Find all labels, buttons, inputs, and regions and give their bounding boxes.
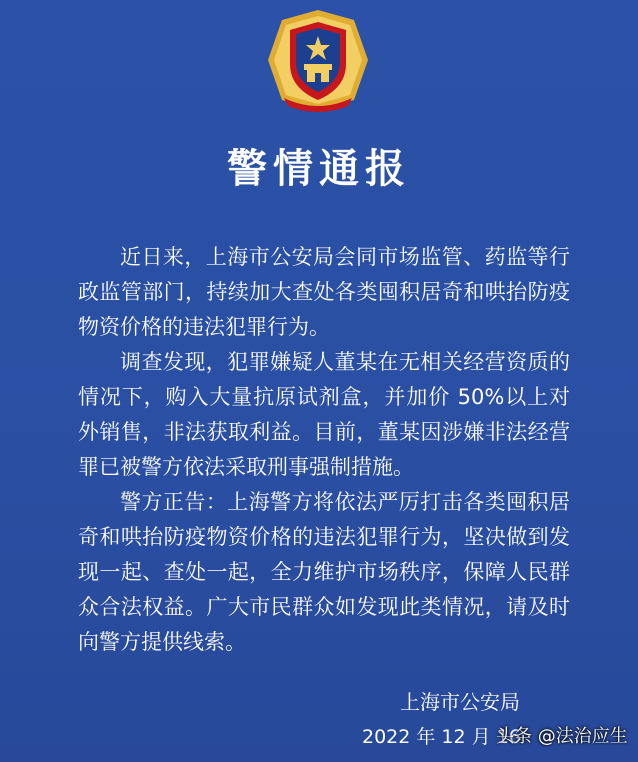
notice-title: 警情通报 xyxy=(227,146,411,192)
police-emblem-icon xyxy=(262,6,374,114)
paragraph-2: 调查发现，犯罪嫌疑人董某在无相关经营资质的情况下，购入大量抗原试剂盒，并加价 50%以上对外销售，非法获取利益。目前，董某因涉嫌非法经营罪已被警方依法采取刑事强制措施。 xyxy=(78,350,570,479)
issuer-signature: 上海市公安局 xyxy=(400,690,520,714)
watermark: 头条 @法治应生 xyxy=(496,726,628,747)
paragraph-1: 近日来，上海市公安局会同市场监管、药监等行政监管部门，持续加大查处各类囤积居奇和哄抬防疫物资价格的违法犯罪行为。 xyxy=(78,245,570,339)
paragraph-3: 警方正告：上海警方将依法严厉打击各类囤积居奇和哄抬防疫物资价格的违法犯罪行为，坚决做到发现一起、查处一起，全力维护市场秩序，保障人民群众合法权益。广大市民群众如发现此类情况，请及时向警方提供线索。 xyxy=(78,490,570,654)
notice-body xyxy=(78,240,570,660)
issue-date: 2022 年 12 月 16 xyxy=(362,726,521,748)
